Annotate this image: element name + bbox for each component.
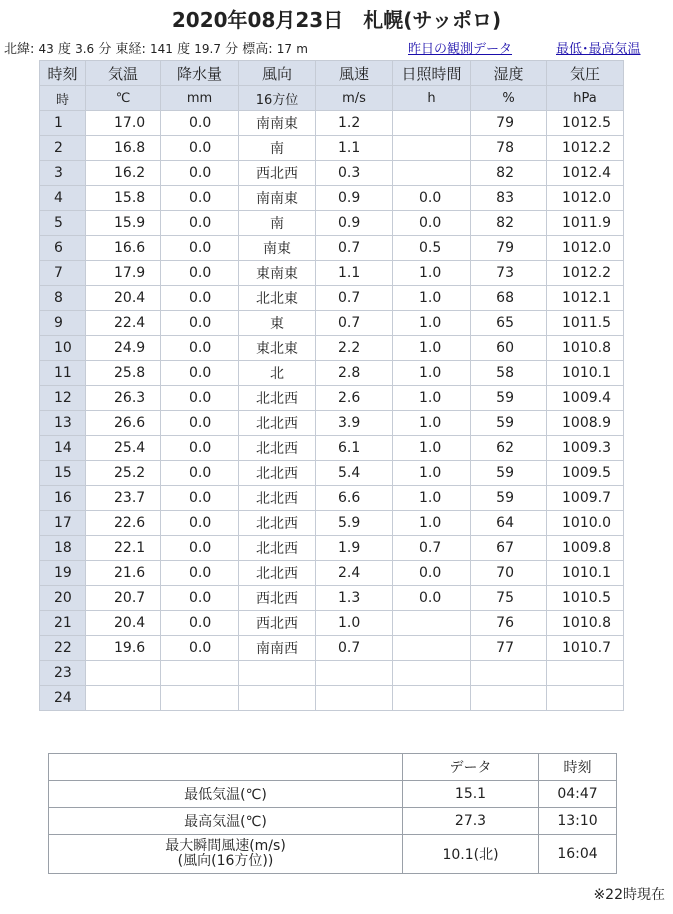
altitude: 標高: 17 m <box>242 42 308 57</box>
cell-time: 17 <box>40 511 86 536</box>
cell-temp: 25.4 <box>86 436 161 461</box>
cell-temp: 23.7 <box>86 486 161 511</box>
cell-wind-speed: 1.9 <box>316 536 393 561</box>
cell-humidity: 59 <box>471 461 547 486</box>
cell-sunshine <box>393 136 471 161</box>
cell-wind-speed: 1.0 <box>316 611 393 636</box>
cell-precip: 0.0 <box>161 186 239 211</box>
table-row <box>40 411 624 436</box>
cell-temp: 21.6 <box>86 561 161 586</box>
summary-header: 時刻 <box>539 754 617 781</box>
longitude: 東経: 141 度 19.7 分 <box>115 42 239 57</box>
cell-humidity: 83 <box>471 186 547 211</box>
cell-sunshine: 1.0 <box>393 411 471 436</box>
prev-day-link[interactable]: 昨日の観測データ <box>408 42 513 57</box>
table-row <box>40 111 624 136</box>
cell-wind-speed: 2.8 <box>316 361 393 386</box>
cell-precip: 0.0 <box>161 286 239 311</box>
cell-temp: 20.4 <box>86 611 161 636</box>
unit-sunshine: h <box>393 86 471 111</box>
cell-humidity: 70 <box>471 561 547 586</box>
table-row <box>40 636 624 661</box>
summary-header <box>49 754 403 781</box>
cell-wind-dir: 南 <box>239 136 316 161</box>
cell-time: 22 <box>40 636 86 661</box>
cell-precip: 0.0 <box>161 261 239 286</box>
cell-wind-speed: 2.4 <box>316 561 393 586</box>
summary-value: 10.1(北) <box>403 835 539 874</box>
cell-temp <box>86 686 161 711</box>
cell-wind-speed: 0.7 <box>316 236 393 261</box>
cell-sunshine <box>393 111 471 136</box>
cell-pressure: 1009.8 <box>547 536 624 561</box>
minmax-temp-link[interactable]: 最低･最高気温 <box>556 42 641 57</box>
cell-wind-dir: 北北西 <box>239 461 316 486</box>
cell-wind-dir: 南東 <box>239 236 316 261</box>
cell-temp: 24.9 <box>86 336 161 361</box>
cell-time: 13 <box>40 411 86 436</box>
cell-precip <box>161 661 239 686</box>
cell-wind-speed: 3.9 <box>316 411 393 436</box>
cell-precip: 0.0 <box>161 311 239 336</box>
cell-humidity: 68 <box>471 286 547 311</box>
summary-header: データ <box>403 754 539 781</box>
observation-table <box>39 60 624 711</box>
cell-humidity: 75 <box>471 586 547 611</box>
timestamp-note: ※22時現在 <box>593 887 665 903</box>
cell-time: 8 <box>40 286 86 311</box>
table-row <box>40 336 624 361</box>
cell-pressure: 1012.1 <box>547 286 624 311</box>
unit-humidity: % <box>471 86 547 111</box>
table-row <box>40 361 624 386</box>
cell-humidity: 65 <box>471 311 547 336</box>
header-row <box>40 61 624 86</box>
table-row <box>40 661 624 686</box>
cell-sunshine: 0.0 <box>393 186 471 211</box>
cell-wind-speed: 2.2 <box>316 336 393 361</box>
cell-humidity: 64 <box>471 511 547 536</box>
cell-temp: 20.7 <box>86 586 161 611</box>
table-row <box>40 611 624 636</box>
cell-sunshine: 1.0 <box>393 386 471 411</box>
cell-humidity: 77 <box>471 636 547 661</box>
table-row <box>40 236 624 261</box>
cell-precip: 0.0 <box>161 161 239 186</box>
cell-pressure: 1009.7 <box>547 486 624 511</box>
cell-precip: 0.0 <box>161 436 239 461</box>
cell-sunshine: 1.0 <box>393 311 471 336</box>
cell-humidity: 79 <box>471 236 547 261</box>
header-time: 時刻 <box>40 61 86 86</box>
header-sunshine: 日照時間 <box>393 61 471 86</box>
cell-precip: 0.0 <box>161 461 239 486</box>
cell-time: 21 <box>40 611 86 636</box>
cell-time: 11 <box>40 361 86 386</box>
cell-pressure: 1009.4 <box>547 386 624 411</box>
cell-wind-speed: 6.1 <box>316 436 393 461</box>
cell-temp: 26.6 <box>86 411 161 436</box>
cell-pressure: 1010.8 <box>547 336 624 361</box>
table-row <box>40 186 624 211</box>
cell-wind-dir: 北北西 <box>239 536 316 561</box>
header-temp: 気温 <box>86 61 161 86</box>
cell-pressure: 1010.0 <box>547 511 624 536</box>
cell-precip <box>161 686 239 711</box>
cell-pressure: 1010.8 <box>547 611 624 636</box>
cell-temp: 22.6 <box>86 511 161 536</box>
cell-pressure: 1011.5 <box>547 311 624 336</box>
cell-sunshine <box>393 161 471 186</box>
table-row <box>40 161 624 186</box>
cell-wind-speed: 2.6 <box>316 386 393 411</box>
table-row <box>40 511 624 536</box>
cell-wind-dir: 西北西 <box>239 586 316 611</box>
cell-time: 18 <box>40 536 86 561</box>
cell-humidity: 59 <box>471 411 547 436</box>
cell-wind-speed: 0.7 <box>316 311 393 336</box>
cell-sunshine: 1.0 <box>393 286 471 311</box>
table-row <box>40 311 624 336</box>
cell-sunshine: 0.0 <box>393 211 471 236</box>
unit-precip: mm <box>161 86 239 111</box>
cell-precip: 0.0 <box>161 361 239 386</box>
cell-precip: 0.0 <box>161 511 239 536</box>
cell-pressure: 1011.9 <box>547 211 624 236</box>
header-precip: 降水量 <box>161 61 239 86</box>
cell-time: 19 <box>40 561 86 586</box>
cell-wind-dir: 北北西 <box>239 386 316 411</box>
cell-sunshine <box>393 686 471 711</box>
cell-wind-dir: 北北西 <box>239 561 316 586</box>
cell-precip: 0.0 <box>161 536 239 561</box>
cell-time: 3 <box>40 161 86 186</box>
cell-precip: 0.0 <box>161 236 239 261</box>
cell-temp: 26.3 <box>86 386 161 411</box>
cell-wind-speed: 1.3 <box>316 586 393 611</box>
cell-time: 24 <box>40 686 86 711</box>
cell-precip: 0.0 <box>161 336 239 361</box>
unit-wind-speed: m/s <box>316 86 393 111</box>
cell-sunshine: 1.0 <box>393 336 471 361</box>
cell-pressure: 1009.5 <box>547 461 624 486</box>
cell-pressure: 1012.0 <box>547 186 624 211</box>
cell-time: 10 <box>40 336 86 361</box>
cell-precip: 0.0 <box>161 636 239 661</box>
cell-sunshine: 1.0 <box>393 361 471 386</box>
summary-label: 最低気温(℃) <box>49 781 403 808</box>
cell-wind-dir: 東 <box>239 311 316 336</box>
cell-humidity: 76 <box>471 611 547 636</box>
cell-wind-dir: 南南東 <box>239 186 316 211</box>
cell-humidity: 67 <box>471 536 547 561</box>
cell-wind-speed: 5.9 <box>316 511 393 536</box>
cell-temp: 19.6 <box>86 636 161 661</box>
cell-wind-speed: 1.1 <box>316 136 393 161</box>
table-row <box>40 386 624 411</box>
cell-sunshine: 0.0 <box>393 561 471 586</box>
cell-sunshine <box>393 661 471 686</box>
table-row <box>40 586 624 611</box>
summary-time: 13:10 <box>539 808 617 835</box>
cell-pressure: 1009.3 <box>547 436 624 461</box>
summary-time: 16:04 <box>539 835 617 874</box>
cell-wind-speed: 0.7 <box>316 636 393 661</box>
cell-temp: 20.4 <box>86 286 161 311</box>
cell-pressure: 1012.2 <box>547 136 624 161</box>
table-row <box>40 261 624 286</box>
cell-precip: 0.0 <box>161 211 239 236</box>
cell-wind-dir: 西北西 <box>239 611 316 636</box>
page-title: 2020年08月23日 札幌(サッポロ) <box>171 8 502 32</box>
unit-temp: ℃ <box>86 86 161 111</box>
cell-temp: 22.4 <box>86 311 161 336</box>
observation-rows <box>40 111 624 711</box>
cell-wind-dir <box>239 686 316 711</box>
cell-temp: 15.9 <box>86 211 161 236</box>
cell-pressure: 1010.1 <box>547 361 624 386</box>
cell-time: 20 <box>40 586 86 611</box>
cell-pressure <box>547 661 624 686</box>
cell-wind-speed: 0.9 <box>316 186 393 211</box>
cell-wind-dir: 北北西 <box>239 436 316 461</box>
cell-wind-dir: 南南西 <box>239 636 316 661</box>
cell-time: 2 <box>40 136 86 161</box>
summary-time: 04:47 <box>539 781 617 808</box>
cell-sunshine <box>393 636 471 661</box>
cell-sunshine: 0.5 <box>393 236 471 261</box>
cell-time: 4 <box>40 186 86 211</box>
cell-time: 12 <box>40 386 86 411</box>
cell-precip: 0.0 <box>161 486 239 511</box>
cell-temp: 22.1 <box>86 536 161 561</box>
cell-time: 7 <box>40 261 86 286</box>
cell-sunshine: 1.0 <box>393 261 471 286</box>
cell-humidity: 78 <box>471 136 547 161</box>
cell-wind-dir: 北北西 <box>239 411 316 436</box>
cell-humidity: 73 <box>471 261 547 286</box>
table-row <box>40 211 624 236</box>
cell-wind-dir <box>239 661 316 686</box>
cell-precip: 0.0 <box>161 136 239 161</box>
cell-wind-speed: 0.9 <box>316 211 393 236</box>
table-row <box>40 286 624 311</box>
cell-sunshine: 1.0 <box>393 436 471 461</box>
cell-sunshine: 1.0 <box>393 486 471 511</box>
cell-wind-dir: 北 <box>239 361 316 386</box>
cell-wind-speed <box>316 661 393 686</box>
cell-wind-speed: 5.4 <box>316 461 393 486</box>
cell-wind-dir: 南南東 <box>239 111 316 136</box>
unit-pressure: hPa <box>547 86 624 111</box>
cell-time: 23 <box>40 661 86 686</box>
units-row <box>40 86 624 111</box>
cell-humidity <box>471 661 547 686</box>
header-wind-speed: 風速 <box>316 61 393 86</box>
cell-temp: 17.9 <box>86 261 161 286</box>
header-wind-dir: 風向 <box>239 61 316 86</box>
cell-wind-dir: 北北東 <box>239 286 316 311</box>
cell-time: 16 <box>40 486 86 511</box>
location-info <box>4 38 670 57</box>
table-row <box>40 561 624 586</box>
cell-wind-dir: 東南東 <box>239 261 316 286</box>
cell-wind-speed: 1.2 <box>316 111 393 136</box>
cell-wind-speed: 0.7 <box>316 286 393 311</box>
table-row <box>40 536 624 561</box>
summary-value: 15.1 <box>403 781 539 808</box>
cell-pressure: 1010.5 <box>547 586 624 611</box>
cell-sunshine <box>393 611 471 636</box>
cell-wind-dir: 東北東 <box>239 336 316 361</box>
cell-sunshine: 0.7 <box>393 536 471 561</box>
cell-wind-speed <box>316 686 393 711</box>
cell-precip: 0.0 <box>161 386 239 411</box>
header-humidity: 湿度 <box>471 61 547 86</box>
table-row <box>40 486 624 511</box>
cell-humidity: 60 <box>471 336 547 361</box>
cell-temp: 16.2 <box>86 161 161 186</box>
cell-wind-speed: 0.3 <box>316 161 393 186</box>
unit-wind-dir: 16方位 <box>239 86 316 111</box>
cell-pressure: 1010.1 <box>547 561 624 586</box>
cell-humidity: 59 <box>471 386 547 411</box>
cell-pressure: 1008.9 <box>547 411 624 436</box>
cell-temp: 16.6 <box>86 236 161 261</box>
cell-time: 5 <box>40 211 86 236</box>
summary-row <box>49 835 617 874</box>
table-row <box>40 686 624 711</box>
unit-time: 時 <box>40 86 86 111</box>
cell-wind-dir: 西北西 <box>239 161 316 186</box>
cell-wind-dir: 北北西 <box>239 511 316 536</box>
cell-time: 9 <box>40 311 86 336</box>
cell-humidity: 82 <box>471 161 547 186</box>
header-pressure: 気圧 <box>547 61 624 86</box>
cell-pressure: 1012.0 <box>547 236 624 261</box>
cell-humidity <box>471 686 547 711</box>
cell-wind-dir: 北北西 <box>239 486 316 511</box>
cell-precip: 0.0 <box>161 611 239 636</box>
cell-pressure: 1012.4 <box>547 161 624 186</box>
summary-label: 最高気温(℃) <box>49 808 403 835</box>
cell-pressure: 1010.7 <box>547 636 624 661</box>
table-row <box>40 461 624 486</box>
cell-wind-speed: 6.6 <box>316 486 393 511</box>
cell-time: 14 <box>40 436 86 461</box>
cell-temp: 25.8 <box>86 361 161 386</box>
summary-table <box>48 753 617 874</box>
summary-header-row <box>49 754 617 781</box>
cell-temp: 15.8 <box>86 186 161 211</box>
cell-sunshine: 0.0 <box>393 586 471 611</box>
cell-sunshine: 1.0 <box>393 511 471 536</box>
summary-value: 27.3 <box>403 808 539 835</box>
summary-row <box>49 808 617 835</box>
cell-time: 6 <box>40 236 86 261</box>
cell-sunshine: 1.0 <box>393 461 471 486</box>
cell-wind-dir: 南 <box>239 211 316 236</box>
cell-temp <box>86 661 161 686</box>
summary-label: 最大瞬間風速(m/s) (風向(16方位)) <box>49 835 403 874</box>
cell-temp: 25.2 <box>86 461 161 486</box>
cell-humidity: 58 <box>471 361 547 386</box>
cell-wind-speed: 1.1 <box>316 261 393 286</box>
cell-humidity: 82 <box>471 211 547 236</box>
cell-humidity: 79 <box>471 111 547 136</box>
cell-time: 1 <box>40 111 86 136</box>
cell-pressure <box>547 686 624 711</box>
cell-pressure: 1012.2 <box>547 261 624 286</box>
latitude: 北緯: 43 度 3.6 分 <box>4 42 112 57</box>
cell-precip: 0.0 <box>161 111 239 136</box>
cell-time: 15 <box>40 461 86 486</box>
cell-precip: 0.0 <box>161 586 239 611</box>
table-row <box>40 436 624 461</box>
cell-humidity: 62 <box>471 436 547 461</box>
cell-temp: 17.0 <box>86 111 161 136</box>
cell-humidity: 59 <box>471 486 547 511</box>
cell-pressure: 1012.5 <box>547 111 624 136</box>
cell-temp: 16.8 <box>86 136 161 161</box>
summary-row <box>49 781 617 808</box>
table-row <box>40 136 624 161</box>
cell-precip: 0.0 <box>161 561 239 586</box>
cell-precip: 0.0 <box>161 411 239 436</box>
